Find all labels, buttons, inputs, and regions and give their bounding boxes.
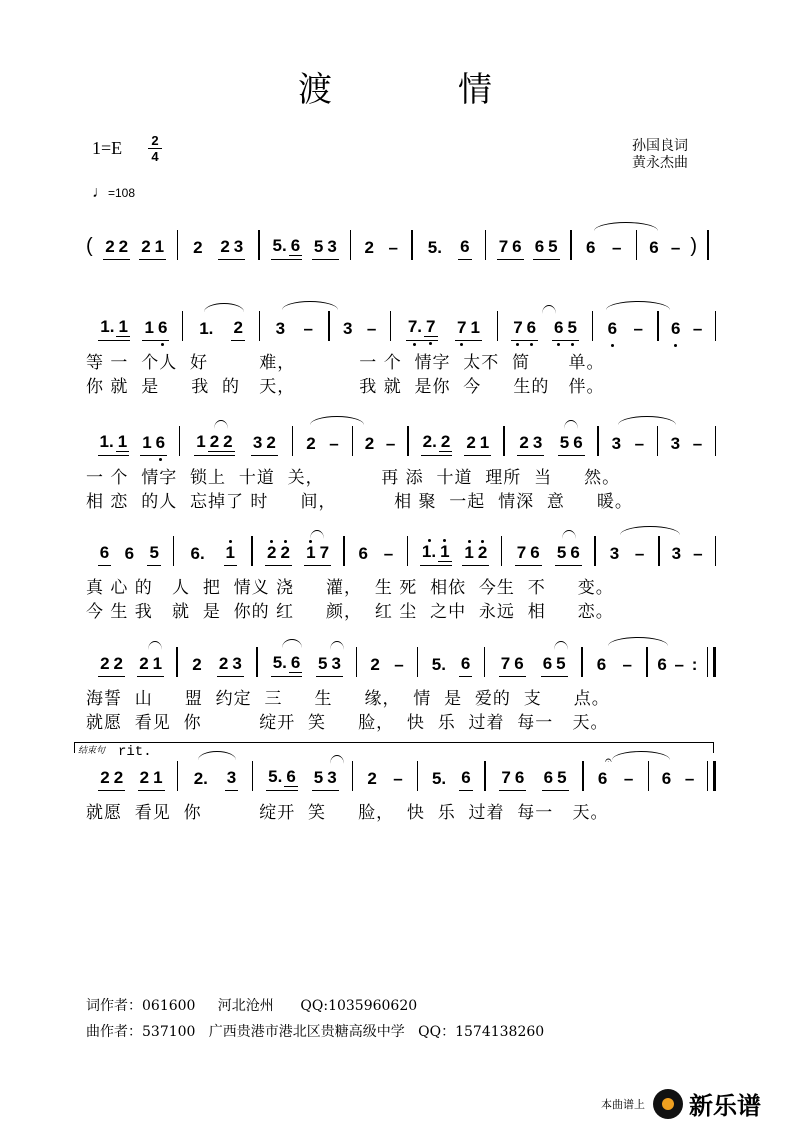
staff-system-verse-a	[86, 307, 716, 399]
measure: 3 –	[611, 434, 645, 453]
measure: 6 –	[358, 544, 394, 563]
measure: 6 – :	[657, 655, 698, 674]
staff-system-chorus-a	[86, 532, 716, 624]
title-char-1: 渡	[298, 70, 332, 110]
brand-name: 新乐谱	[689, 1092, 761, 1120]
measure: 3 –	[671, 544, 703, 563]
measure: 7 6 6 5	[486, 226, 570, 260]
time-signature-top: 2	[151, 133, 159, 148]
tie	[618, 416, 676, 425]
ritardando-mark: rit.	[118, 744, 152, 760]
measure: 5. 6 5 3	[260, 226, 350, 260]
measure: 5. 6	[418, 643, 483, 677]
measure: 1. 2	[183, 307, 259, 341]
measure: 6 –	[661, 769, 695, 788]
measure: 5. 6 5 3	[258, 643, 356, 677]
notation-row	[86, 422, 716, 456]
measure: 5. 6	[418, 757, 484, 791]
time-signature	[148, 134, 162, 163]
lyricist-credit: 孙国良词	[632, 138, 688, 154]
measure: 6 – )	[637, 226, 707, 260]
measure: 6 –	[670, 319, 703, 338]
measure: 1. 1 1 6	[86, 307, 182, 341]
measure: 5. 6 5 3	[253, 757, 351, 791]
measure: 2 2 3	[178, 226, 258, 260]
measure: 2 2 1 7	[253, 532, 343, 566]
staff-system-intro	[86, 226, 716, 260]
lyrics-line-2: 今 生 我 就 是 你的 红 颜， 红 尘 之中 永远 相 恋。	[86, 602, 614, 622]
key-signature: 1=E	[92, 138, 123, 158]
notation-row	[86, 757, 716, 791]
barline	[715, 536, 716, 566]
lyrics-line-2: 你 就 是 我 的 天， 我 就 是你 今 生的 伴。	[86, 377, 605, 397]
measure: 2 2 3	[178, 643, 257, 677]
lyrics-line-1: 海誓 山 盟 约定 三 生 缘， 情 是 爱的 支 点。	[86, 689, 610, 709]
measure: 3 –	[670, 434, 703, 453]
measure: 6. 1	[174, 532, 251, 566]
tempo-marking	[92, 184, 135, 202]
measure: 2 –	[306, 434, 339, 453]
notation-row	[86, 307, 716, 341]
tie	[594, 222, 658, 231]
measure: 6 –	[607, 319, 644, 338]
measure: 3 –	[609, 544, 645, 563]
lyrics-line-1: 等 一 个人 好 难， 一 个 情字 太不 简 单。	[86, 353, 605, 373]
measure: 3 –	[342, 319, 377, 338]
watermark-prefix: 本曲谱上	[601, 1097, 645, 1111]
measure: 7 6 6 5	[485, 643, 581, 677]
lyrics-line-1: 一 个 情字 锁上 十道 关， 再 添 十道 理所 当 然。	[86, 468, 621, 488]
fermata-note: 6	[597, 769, 608, 788]
fermata-icon: 𝄐	[605, 753, 612, 767]
vinyl-record-icon	[653, 1089, 683, 1119]
barline	[707, 230, 709, 260]
composer-credit: 黄永杰曲	[632, 155, 688, 171]
measure: 2 3 5 6	[505, 422, 598, 456]
measure: 1. 1 1 2	[408, 532, 500, 566]
measure: 2 2 2 1	[86, 643, 176, 677]
measure: 5. 6	[413, 226, 485, 260]
measure: 2 2 2 1	[93, 226, 177, 260]
lyrics-line-1: 真 心 的 人 把 情义 浇 灌， 生 死 相依 今生 不 变。	[86, 578, 614, 598]
measure: 1 2 2 3 2	[180, 422, 292, 456]
measure: 2. 3	[178, 757, 252, 791]
measure: 2 –	[367, 769, 403, 788]
notation-row	[86, 226, 716, 260]
measure: 2 –	[370, 655, 404, 674]
slur	[204, 303, 244, 312]
measure: 6 –	[585, 238, 622, 257]
measure: 2. 2 2 1	[409, 422, 504, 456]
measure: 6 –	[596, 655, 632, 674]
measure: 3 –	[275, 319, 314, 338]
measure: 1. 1 1 6	[86, 422, 179, 456]
measure: 6 6 5	[86, 532, 173, 566]
measure: 7 6 6 5	[486, 757, 583, 791]
tie	[310, 416, 364, 425]
final-barline	[707, 761, 716, 791]
intro-close-paren: )	[690, 235, 698, 257]
measure: 2 2 2 1	[86, 757, 177, 791]
composer-info: 曲作者：537100 广西贵港市港北区贵糖高级中学 QQ：1574138260	[86, 1024, 545, 1040]
tie	[620, 526, 680, 535]
notation-row	[86, 643, 716, 677]
repeat-end-barline	[707, 647, 716, 677]
lyrics-line-2: 就愿 看见 你 绽开 笑 脸， 快 乐 过着 每一 天。	[86, 713, 609, 733]
tie	[282, 301, 338, 310]
barline	[715, 311, 717, 341]
measure: 7 6 5 6	[502, 532, 594, 566]
credits	[632, 138, 688, 172]
tie	[608, 637, 668, 646]
time-signature-bottom: 4	[151, 149, 159, 164]
notation-row	[86, 532, 716, 566]
lyricist-info: 词作者：061600 河北沧州 QQ:1035960620	[86, 998, 418, 1014]
measure: 2 –	[364, 238, 398, 257]
title-char-2: 情	[458, 70, 492, 110]
measure: 2 –	[364, 434, 396, 453]
site-watermark	[601, 1086, 761, 1121]
staff-system-coda	[86, 753, 716, 825]
intro-open-paren: (	[86, 235, 93, 257]
ending-bracket	[74, 742, 714, 753]
slur	[282, 639, 302, 648]
staff-system-chorus-b	[86, 643, 716, 735]
tie	[606, 301, 670, 310]
tempo-value: =108	[108, 186, 136, 200]
measure: 7 6 6 5	[498, 307, 592, 341]
lyrics-line-2: 相 恋 的人 忘掉了 时 间， 相 聚 一起 情深 意 暖。	[86, 492, 633, 512]
barline	[715, 426, 716, 456]
measure: 6 –	[597, 769, 634, 788]
ending-label: 结束句	[78, 746, 106, 756]
lyrics-line-1: 就愿 看见 你 绽开 笑 脸， 快 乐 过着 每一 天。	[86, 803, 609, 823]
staff-system-verse-b	[86, 422, 716, 514]
quarter-note-icon: ♩	[92, 184, 108, 201]
measure: 7. 7 7 1	[391, 307, 497, 341]
